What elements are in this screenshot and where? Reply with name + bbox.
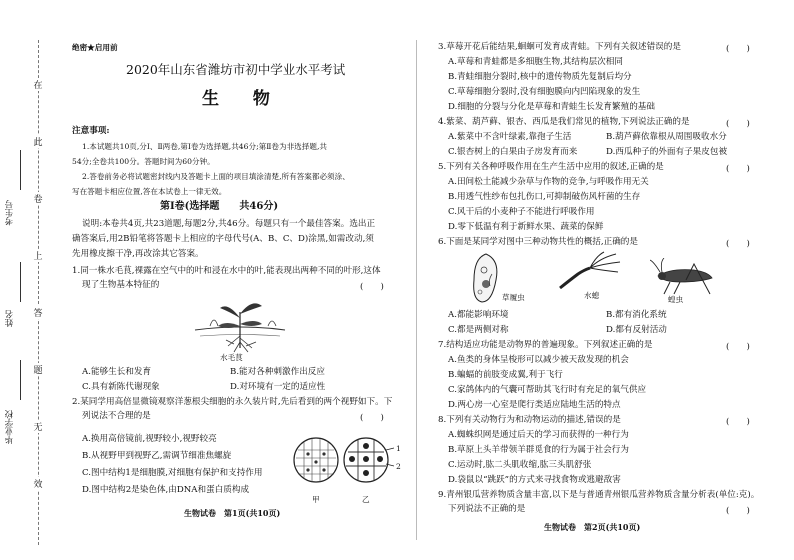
answer-paren: ( ) bbox=[726, 164, 750, 174]
q5-option-c: C.风干后的小麦种子不能进行呼吸作用 bbox=[448, 207, 595, 217]
answer-paren: ( ) bbox=[726, 417, 750, 427]
question-2-line: 2.某同学用高倍显微镜观察洋葱根尖细胞的永久装片时,先后看到的两个视野如下。下 bbox=[72, 397, 393, 407]
q4-option-d: D.西瓜种子的外面有子果皮包被 bbox=[606, 147, 728, 157]
name-line[interactable] bbox=[20, 262, 21, 302]
q3-option-a: A.草莓和青蛙都是多细胞生物,其结构层次相同 bbox=[448, 57, 623, 67]
section-1-heading: 第Ⅰ卷(选择题 共46分) bbox=[160, 201, 279, 212]
notice-line: 2.答卷前务必将试题密封线内及答题卡上面的项目填涂清楚,所有答案都必须涂、 bbox=[82, 172, 350, 181]
seal-word: 卷 bbox=[30, 192, 46, 205]
seal-word: 无 bbox=[30, 420, 46, 433]
q8-option-b: B.草原上头羊带领羊群觅食的行为属于社会行为 bbox=[448, 445, 629, 455]
microscope-views-figure bbox=[292, 432, 402, 494]
exam-number-line[interactable] bbox=[20, 150, 21, 190]
answer-paren: ( ) bbox=[726, 44, 750, 54]
question-3: 3.草莓开花后能结果,蛔蛔可发育成青蛙。下列有关叙述错误的是 bbox=[438, 42, 681, 52]
q4-option-c: C.银杏树上的白果由子房发育而来 bbox=[448, 147, 578, 157]
q6-option-b: B.都有消化系统 bbox=[606, 310, 667, 320]
notice-line: 写在答题卡相应位置,答在本试卷上一律无效。 bbox=[72, 187, 227, 196]
q1-option-c: C.具有新陈代谢现象 bbox=[82, 382, 160, 392]
answer-paren: ( ) bbox=[360, 413, 384, 423]
question-2-line: 列说法不合理的是 bbox=[82, 411, 151, 421]
q1-option-b: B.能对各种刺激作出反应 bbox=[230, 367, 325, 377]
exam-title: 2020年山东省潍坊市初中学业水平考试 bbox=[126, 62, 346, 77]
q2-option-d: D.图中结构2是染色体,由DNA和蛋白质构成 bbox=[82, 485, 250, 495]
answer-paren: ( ) bbox=[726, 239, 750, 249]
question-4: 4.紫菜、葫芦藓、银杏、西瓜是我们常见的植物,下列说法正确的是 bbox=[438, 117, 690, 127]
water-buttercup-figure bbox=[190, 296, 290, 358]
seal-word: 此 bbox=[30, 135, 46, 148]
locust-figure bbox=[650, 258, 720, 298]
label-paramecium: 草履虫 bbox=[502, 293, 525, 302]
q6-option-c: C.都是两侧对称 bbox=[448, 325, 509, 335]
q5-option-a: A.田间松土能减少杂草与作物的竞争,与呼吸作用无关 bbox=[448, 177, 649, 187]
paramecium-figure bbox=[466, 250, 506, 306]
q6-option-a: A.都能影响环境 bbox=[448, 310, 509, 320]
fig-label-2: 2 bbox=[396, 462, 401, 471]
notice-line: 54分;全卷共100分。答题时间为60分钟。 bbox=[72, 157, 215, 166]
q8-option-d: D.袋鼠以“跳跃”的方式来寻找食物或逃避敌害 bbox=[448, 475, 621, 485]
q8-option-a: A.蜘蛛织网是通过后天的学习而获得的一种行为 bbox=[448, 430, 629, 440]
q7-option-d: D.两心房一心室是爬行类适应陆地生活的特点 bbox=[448, 400, 621, 410]
seal-word: 效 bbox=[30, 477, 46, 490]
answer-paren: ( ) bbox=[726, 342, 750, 352]
notice-heading: 注意事项: bbox=[72, 126, 110, 136]
q2-option-b: B.从视野甲到视野乙,需调节细准焦螺旋 bbox=[82, 451, 232, 461]
secret-mark: 绝密★启用前 bbox=[72, 43, 118, 52]
page-2 bbox=[436, 0, 768, 560]
instruction-line: 先用橡皮擦干净,再改涂其它答案。 bbox=[72, 249, 204, 259]
subject-title: 生 物 bbox=[202, 89, 284, 109]
q7-option-b: B.蝙蝠的前肢变成翼,利于飞行 bbox=[448, 370, 563, 380]
q1-option-d: D.对环境有一定的适应性 bbox=[230, 382, 326, 392]
page-1 bbox=[70, 0, 402, 560]
q5-option-b: B.用透气性纱布包扎伤口,可抑制破伤风杆菌的生存 bbox=[448, 192, 641, 202]
question-1-line: 现了生物基本特征的 bbox=[82, 280, 160, 290]
q6-option-d: D.都有反射活动 bbox=[606, 325, 667, 335]
q1-option-a: A.能够生长和发育 bbox=[82, 367, 152, 377]
fig-label-jia: 甲 bbox=[312, 495, 320, 504]
field-school: 毕业学校 bbox=[5, 410, 15, 444]
instruction-line: 说明:本卷共4页,共23道题,每题2分,共46分。每题只有一个最佳答案。选出正 bbox=[82, 219, 376, 229]
page-footer: 生物试卷 第2页(共10页) bbox=[544, 522, 641, 532]
q2-option-a: A.换用高倍镜前,视野较小,视野较亮 bbox=[82, 434, 217, 444]
seal-word: 在 bbox=[30, 78, 46, 91]
q3-option-d: D.细胞的分裂与分化是草莓和青蛙生长发育繁殖的基础 bbox=[448, 102, 655, 112]
q7-option-a: A.鱼类的身体呈梭形可以减少被天敌发现的机会 bbox=[448, 355, 629, 365]
seal-word: 答 bbox=[30, 306, 46, 319]
fig-label-1: 1 bbox=[396, 444, 401, 453]
question-7: 7.结构适应功能是动物界的普遍现象。下列叙述正确的是 bbox=[438, 340, 653, 350]
q2-option-c: C.图中结构1是细胞膜,对细胞有保护和支持作用 bbox=[82, 468, 263, 478]
q4-option-a: A.紫菜中不含叶绿素,靠孢子生活 bbox=[448, 132, 572, 142]
seal-word: 上 bbox=[30, 249, 46, 262]
answer-paren: ( ) bbox=[726, 119, 750, 129]
question-5: 5.下列有关各种呼吸作用在生产生活中应用的叙述,正确的是 bbox=[438, 162, 664, 172]
field-exam-number: 考生号 bbox=[5, 200, 15, 226]
q3-option-b: B.青蛙细胞分裂时,核中的遗传物质先复制后均分 bbox=[448, 72, 632, 82]
label-hydra: 水螅 bbox=[584, 291, 600, 300]
question-6: 6.下面是某同学对图中三种动物共性的概括,正确的是 bbox=[438, 237, 638, 247]
question-9-line: 下列说法不正确的是 bbox=[448, 504, 526, 514]
q8-option-c: C.运动时,肱二头肌收缩,肱三头肌舒张 bbox=[448, 460, 592, 470]
question-8: 8.下列有关动物行为和动物运动的描述,错误的是 bbox=[438, 415, 621, 425]
instruction-line: 确答案后,用2B铅笔将答题卡上相应的字母代号(A、B、C、D)涂黑,如需改动,须 bbox=[72, 234, 374, 244]
school-line[interactable] bbox=[20, 360, 21, 400]
field-name: 姓名 bbox=[5, 310, 15, 327]
fig-label-yi: 乙 bbox=[362, 495, 370, 504]
column-divider bbox=[416, 40, 417, 540]
answer-paren: ( ) bbox=[726, 506, 750, 516]
seal-word: 题 bbox=[30, 363, 46, 376]
notice-line: 1.本试题共10页,分Ⅰ、Ⅱ两卷,第Ⅰ卷为选择题,共46分;第Ⅱ卷为非选择题,共 bbox=[82, 142, 327, 151]
question-9-line: 9.青州银瓜营养物质含量丰富,以下是与普通青州银瓜营养物质含量分析表(单位:克)。 bbox=[438, 490, 760, 500]
seal-line bbox=[38, 40, 39, 545]
q3-option-c: C.草莓细胞分裂时,没有细胞膜向内凹陷现象的发生 bbox=[448, 87, 641, 97]
binding-margin bbox=[0, 0, 58, 560]
q4-option-b: B.葫芦藓依靠根从周围吸收水分 bbox=[606, 132, 727, 142]
question-1-line: 1.同一株水毛茛,裸露在空气中的叶和浸在水中的叶,能表现出两种不同的叶形,这体 bbox=[72, 266, 381, 276]
label-locust: 蝗虫 bbox=[668, 295, 684, 304]
hydra-figure bbox=[556, 250, 626, 290]
q7-option-c: C.家鸽体内的气囊可帮助其飞行时有充足的氧气供应 bbox=[448, 385, 647, 395]
answer-paren: ( ) bbox=[360, 282, 384, 292]
figure-caption: 水毛茛 bbox=[220, 353, 243, 362]
page-footer: 生物试卷 第1页(共10页) bbox=[184, 508, 281, 518]
q5-option-d: D.零下低温有利于新鲜水果、蔬菜的保鲜 bbox=[448, 222, 604, 232]
